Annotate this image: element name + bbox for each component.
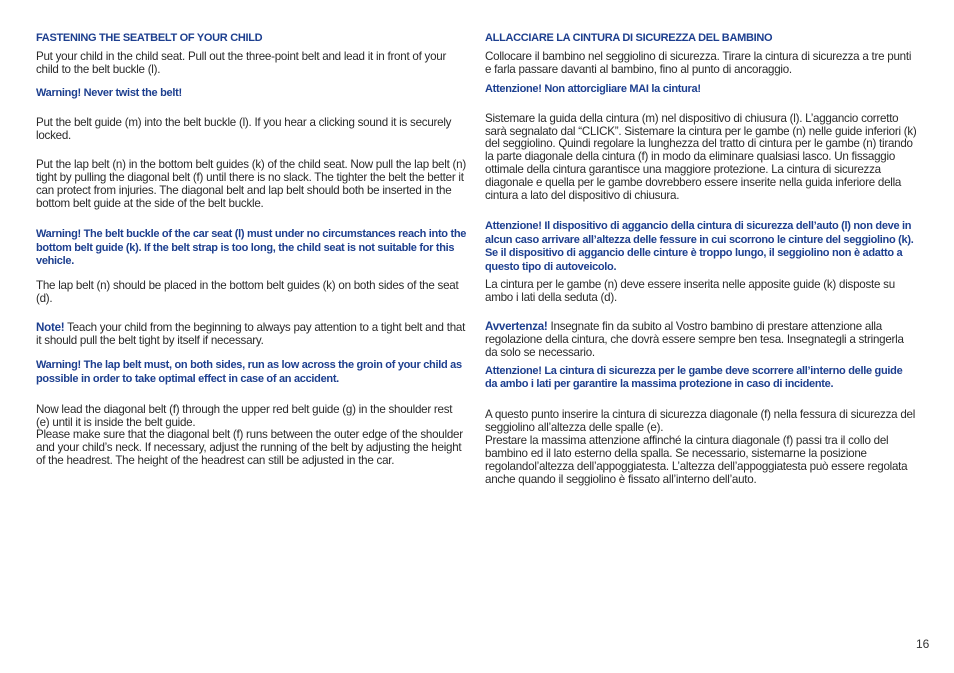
italian-paragraph-lap-belt-sides: La cintura per le gambe (n) deve essere inserita nelle apposite guide (k) disposte su ambo i lati della seduta (d). bbox=[485, 278, 895, 305]
english-paragraph-belt-guide: Put the belt guide (m) into the belt buckle (l). If you hear a clicking sound it is securely locked. bbox=[36, 115, 452, 142]
english-paragraph-lap-belt-sides: The lap belt (n) should be placed in the bottom belt guides (k) on both sides of the seat (d). bbox=[36, 278, 459, 305]
italian-note bbox=[485, 321, 917, 360]
english-column bbox=[36, 32, 468, 468]
english-paragraph-lap-belt: Put the lap belt (n) in the bottom belt guides (k) of the child seat. Now pull the lap belt (n) tight by pulling the diagonal belt (f) until there is no slack. The tighter the belt the better it can protect from injuries. The diagonal belt and lap belt should both be inserted in the bottom belt guide at the side of the belt buckle. bbox=[36, 158, 466, 211]
english-paragraph-diagonal-belt: Now lead the diagonal belt (f) through the upper red belt guide (g) in the shoulder rest (e) until it is inside the belt guide. bbox=[36, 402, 453, 429]
english-note-label: Note! bbox=[36, 320, 65, 334]
english-warning-buckle: Warning! The belt buckle of the car seat (l) must under no circumstances reach into the bottom belt guide (k). If the belt strap is too long, the child seat is not suitable for this vehicle. bbox=[36, 228, 467, 268]
italian-note-text: Insegnate fin da subito al Vostro bambino di prestare attenzione alla regolazione della cintura, che dovrà essere sempre ben tesa. Insegnategli a stringerla da solo se necessario. bbox=[485, 320, 904, 359]
english-paragraph-headrest: Please make sure that the diagonal belt (f) runs between the outer edge of the shoulder and your child’s neck. If necessary, adjust the running of the belt by adjusting the height of the headrest. The height of the headrest can still be adjusted in the car. bbox=[36, 428, 463, 468]
italian-heading: ALLACCIARE LA CINTURA DI SICUREZZA DEL BAMBINO bbox=[485, 32, 773, 44]
english-paragraph-place-child: Put your child in the child seat. Pull out the three-point belt and lead it in front of your child to the belt buckle (l). bbox=[36, 49, 447, 76]
english-note-text: Teach your child from the beginning to always pay attention to a tight belt and that it should pull the belt tight by itself if necessary. bbox=[36, 320, 466, 347]
english-warning-groin: Warning! The lap belt must, on both sides, run as low across the groin of your child as possible in order to take optimal effect in case of an accident. bbox=[36, 359, 462, 386]
english-heading: FASTENING THE SEATBELT OF YOUR CHILD bbox=[36, 32, 263, 44]
italian-note-label: Avvertenza! bbox=[485, 320, 548, 334]
italian-paragraph-place-child: Collocare il bambino nel seggiolino di sicurezza. Tirare la cintura di sicurezza a tre punti e farla passare davanti al bambino, fino al punto di ancoraggio. bbox=[485, 49, 912, 76]
english-note bbox=[36, 322, 468, 348]
italian-warning-lap-belt: Attenzione! La cintura di sicurezza per le gambe deve scorrere all’interno delle guide da ambo i lati per garantire la massima protezione in caso di incidente. bbox=[485, 364, 903, 391]
italian-paragraph-belt-guide: Sistemare la guida della cintura (m) nel dispositivo di chiusura (l). L’aggancio corretto sarà segnalato dal “CLICK”. Sistemare la cintura per le gambe (n) nelle guide inferiori (k) del seggiolino. Quindi regolare la lunghezza del tratto di cintura per le gambe (n) tirando la parte diagonale della cintura (f) in modo da eliminare qualsiasi lasco. Un fissaggio ottimale della cintura garantisce una maggiore protezione. La cintura di sicurezza diagonale e quella per le gambe dovrebbero essere inserite nella guida inferiore della cintura a lato del dispositivo di chiusura. bbox=[485, 111, 917, 203]
page-number: 16 bbox=[916, 637, 930, 651]
italian-column bbox=[485, 32, 917, 487]
italian-warning-buckle: Attenzione! Il dispositivo di aggancio della cintura di sicurezza dell’auto (l) non deve in alcun caso arrivare all’altezza delle fessure in cui scorrono le cinture del seggiolino (k). Se il dispositivo di aggancio delle cinture è troppo lungo, il seggiolino non è adatto a questo tipo di autoveicolo. bbox=[485, 219, 914, 273]
italian-warning-twist: Attenzione! Non attorcigliare MAI la cintura! bbox=[485, 82, 701, 95]
italian-paragraph-headrest: Prestare la massima attenzione affinché la cintura diagonale (f) passi tra il collo del bambino ed il lato esterno della spalla. Se necessario, sistemarne la posizione regolandol’altezza dell’appoggiatesta. L’altezza dell’appoggiatesta può essere regolata anche quando il seggiolino è fissato all’interno dell’auto. bbox=[485, 433, 908, 486]
english-warning-twist: Warning! Never twist the belt! bbox=[36, 86, 182, 99]
italian-paragraph-diagonal-belt: A questo punto inserire la cintura di sicurezza diagonale (f) nella fessura di sicurezza del seggiolino all’altezza delle spalle (e). bbox=[485, 408, 916, 434]
